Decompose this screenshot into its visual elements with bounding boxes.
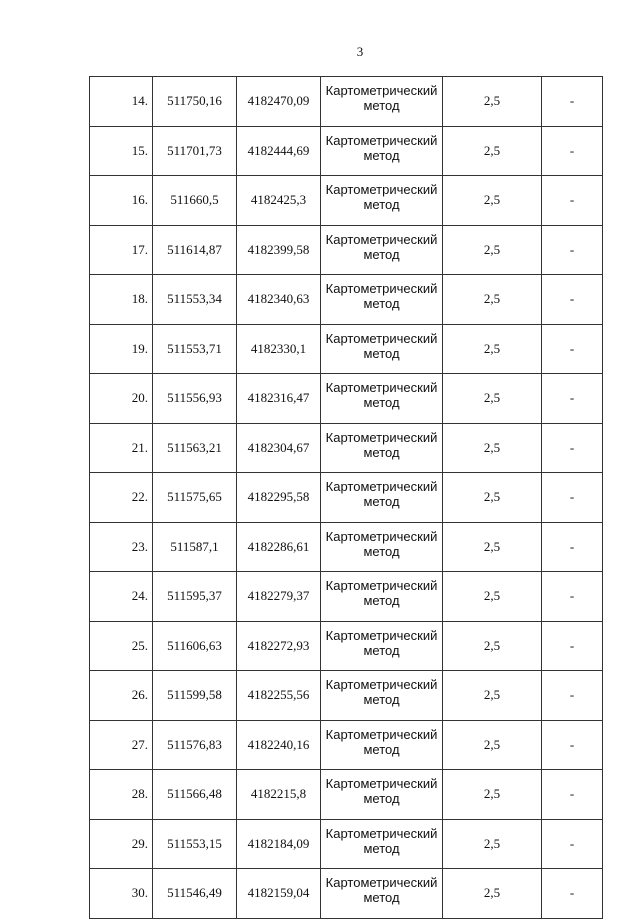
point-number-cell: 29.: [90, 819, 153, 869]
y-coordinate-cell: 4182184,09: [237, 819, 321, 869]
point-number-cell: 20.: [90, 374, 153, 424]
method-cell: [321, 522, 443, 572]
table-row: [90, 225, 603, 275]
method-cell: [321, 275, 443, 325]
point-number-cell: 30.: [90, 869, 153, 919]
accuracy-cell: 2,5: [443, 869, 542, 919]
table-row: [90, 324, 603, 374]
table-row: [90, 819, 603, 869]
point-number-cell: 26.: [90, 671, 153, 721]
method-cell: [321, 473, 443, 523]
y-coordinate-cell: 4182399,58: [237, 225, 321, 275]
accuracy-cell: 2,5: [443, 324, 542, 374]
method-cell: [321, 869, 443, 919]
table-row: [90, 621, 603, 671]
accuracy-cell: 2,5: [443, 126, 542, 176]
method-cell: [321, 770, 443, 820]
point-number-cell: 15.: [90, 126, 153, 176]
point-number-cell: 24.: [90, 572, 153, 622]
method-line-1: Картометрический: [325, 182, 438, 197]
x-coordinate-cell: 511660,5: [153, 176, 237, 226]
method-line-2: метод: [363, 395, 400, 410]
method-line-1: Картометрический: [325, 132, 438, 148]
y-coordinate-cell: 4182304,67: [237, 423, 321, 473]
x-coordinate-cell: 511575,65: [153, 473, 237, 523]
accuracy-cell: 2,5: [443, 176, 542, 226]
y-coordinate-cell: 4182215,8: [237, 770, 321, 820]
method-line-2: метод: [363, 593, 400, 608]
y-coordinate-cell: 4182340,63: [237, 275, 321, 325]
x-coordinate-cell: 511614,87: [153, 225, 237, 275]
table-row: [90, 473, 603, 523]
table-row: [90, 77, 603, 127]
note-cell: -: [542, 324, 603, 374]
accuracy-cell: 2,5: [443, 77, 542, 127]
table-body: [90, 77, 603, 919]
x-coordinate-cell: 511546,49: [153, 869, 237, 919]
note-cell: -: [542, 621, 603, 671]
x-coordinate-cell: 511553,15: [153, 819, 237, 869]
y-coordinate-cell: 4182286,61: [237, 522, 321, 572]
x-coordinate-cell: 511563,21: [153, 423, 237, 473]
accuracy-cell: 2,5: [443, 473, 542, 523]
y-coordinate-cell: 4182255,56: [237, 671, 321, 721]
method-line-2: метод: [363, 147, 400, 163]
method-line-1: Картометрический: [325, 380, 438, 395]
y-coordinate-cell: 4182295,58: [237, 473, 321, 523]
note-cell: -: [542, 819, 603, 869]
accuracy-cell: 2,5: [443, 621, 542, 671]
y-coordinate-cell: 4182159,04: [237, 869, 321, 919]
y-coordinate-cell: 4182240,16: [237, 720, 321, 770]
point-number-cell: 25.: [90, 621, 153, 671]
method-cell: [321, 126, 443, 176]
table-row: [90, 770, 603, 820]
note-cell: -: [542, 473, 603, 523]
method-line-2: метод: [363, 692, 400, 707]
note-cell: -: [542, 275, 603, 325]
note-cell: -: [542, 572, 603, 622]
point-number-cell: 23.: [90, 522, 153, 572]
accuracy-cell: 2,5: [443, 720, 542, 770]
method-line-1: Картометрический: [325, 776, 438, 791]
x-coordinate-cell: 511553,71: [153, 324, 237, 374]
note-cell: -: [542, 225, 603, 275]
method-line-2: метод: [363, 494, 400, 509]
coordinates-table: [89, 76, 603, 919]
point-number-cell: 28.: [90, 770, 153, 820]
accuracy-cell: 2,5: [443, 671, 542, 721]
method-cell: [321, 720, 443, 770]
table-row: [90, 176, 603, 226]
point-number-cell: 17.: [90, 225, 153, 275]
accuracy-cell: 2,5: [443, 522, 542, 572]
note-cell: -: [542, 423, 603, 473]
note-cell: -: [542, 522, 603, 572]
table-row: [90, 126, 603, 176]
table-row: [90, 671, 603, 721]
table-row: [90, 869, 603, 919]
method-cell: [321, 176, 443, 226]
y-coordinate-cell: 4182279,37: [237, 572, 321, 622]
accuracy-cell: 2,5: [443, 819, 542, 869]
method-line-1: Картометрический: [325, 231, 438, 247]
table-row: [90, 720, 603, 770]
point-number-cell: 27.: [90, 720, 153, 770]
accuracy-cell: 2,5: [443, 225, 542, 275]
page-number: 3: [356, 44, 364, 59]
note-cell: -: [542, 77, 603, 127]
method-line-2: метод: [363, 345, 400, 361]
method-line-2: метод: [363, 246, 400, 262]
method-line-2: метод: [363, 642, 400, 658]
accuracy-cell: 2,5: [443, 423, 542, 473]
note-cell: -: [542, 671, 603, 721]
point-number-cell: 14.: [90, 77, 153, 127]
method-line-1: Картометрический: [325, 528, 438, 544]
method-line-1: Картометрический: [325, 281, 438, 296]
method-line-1: Картометрический: [325, 578, 438, 593]
accuracy-cell: 2,5: [443, 275, 542, 325]
method-cell: [321, 225, 443, 275]
point-number-cell: 19.: [90, 324, 153, 374]
point-number-cell: 21.: [90, 423, 153, 473]
method-line-1: Картометрический: [325, 627, 438, 643]
y-coordinate-cell: 4182316,47: [237, 374, 321, 424]
point-number-cell: 16.: [90, 176, 153, 226]
method-cell: [321, 77, 443, 127]
method-cell: [321, 572, 443, 622]
method-line-1: Картометрический: [325, 429, 438, 445]
method-line-2: метод: [363, 296, 400, 311]
method-line-1: Картометрический: [325, 875, 438, 890]
x-coordinate-cell: 511553,34: [153, 275, 237, 325]
table-row: [90, 522, 603, 572]
method-line-2: метод: [363, 791, 400, 806]
y-coordinate-cell: 4182330,1: [237, 324, 321, 374]
x-coordinate-cell: 511595,37: [153, 572, 237, 622]
method-line-2: метод: [363, 444, 400, 460]
x-coordinate-cell: 511599,58: [153, 671, 237, 721]
y-coordinate-cell: 4182470,09: [237, 77, 321, 127]
y-coordinate-cell: 4182425,3: [237, 176, 321, 226]
method-line-1: Картометрический: [325, 83, 438, 98]
table-row: [90, 572, 603, 622]
point-number-cell: 18.: [90, 275, 153, 325]
table-row: [90, 374, 603, 424]
point-number-cell: 22.: [90, 473, 153, 523]
method-line-2: метод: [363, 543, 400, 559]
note-cell: -: [542, 176, 603, 226]
method-line-1: Картометрический: [325, 726, 438, 742]
method-line-2: метод: [363, 890, 400, 905]
x-coordinate-cell: 511701,73: [153, 126, 237, 176]
method-cell: [321, 423, 443, 473]
x-coordinate-cell: 511750,16: [153, 77, 237, 127]
method-cell: [321, 374, 443, 424]
method-line-1: Картометрический: [325, 825, 438, 841]
method-line-1: Картометрический: [325, 677, 438, 692]
accuracy-cell: 2,5: [443, 572, 542, 622]
method-cell: [321, 621, 443, 671]
method-line-2: метод: [363, 840, 400, 856]
note-cell: -: [542, 770, 603, 820]
x-coordinate-cell: 511566,48: [153, 770, 237, 820]
method-line-2: метод: [363, 741, 400, 757]
method-cell: [321, 324, 443, 374]
method-line-1: Картометрический: [325, 479, 438, 494]
x-coordinate-cell: 511606,63: [153, 621, 237, 671]
accuracy-cell: 2,5: [443, 374, 542, 424]
note-cell: -: [542, 720, 603, 770]
x-coordinate-cell: 511587,1: [153, 522, 237, 572]
method-line-1: Картометрический: [325, 330, 438, 346]
x-coordinate-cell: 511576,83: [153, 720, 237, 770]
y-coordinate-cell: 4182444,69: [237, 126, 321, 176]
accuracy-cell: 2,5: [443, 770, 542, 820]
table-row: [90, 423, 603, 473]
note-cell: -: [542, 869, 603, 919]
table-row: [90, 275, 603, 325]
y-coordinate-cell: 4182272,93: [237, 621, 321, 671]
x-coordinate-cell: 511556,93: [153, 374, 237, 424]
method-cell: [321, 671, 443, 721]
method-line-2: метод: [363, 197, 400, 212]
method-line-2: метод: [363, 98, 400, 113]
method-cell: [321, 819, 443, 869]
note-cell: -: [542, 126, 603, 176]
note-cell: -: [542, 374, 603, 424]
